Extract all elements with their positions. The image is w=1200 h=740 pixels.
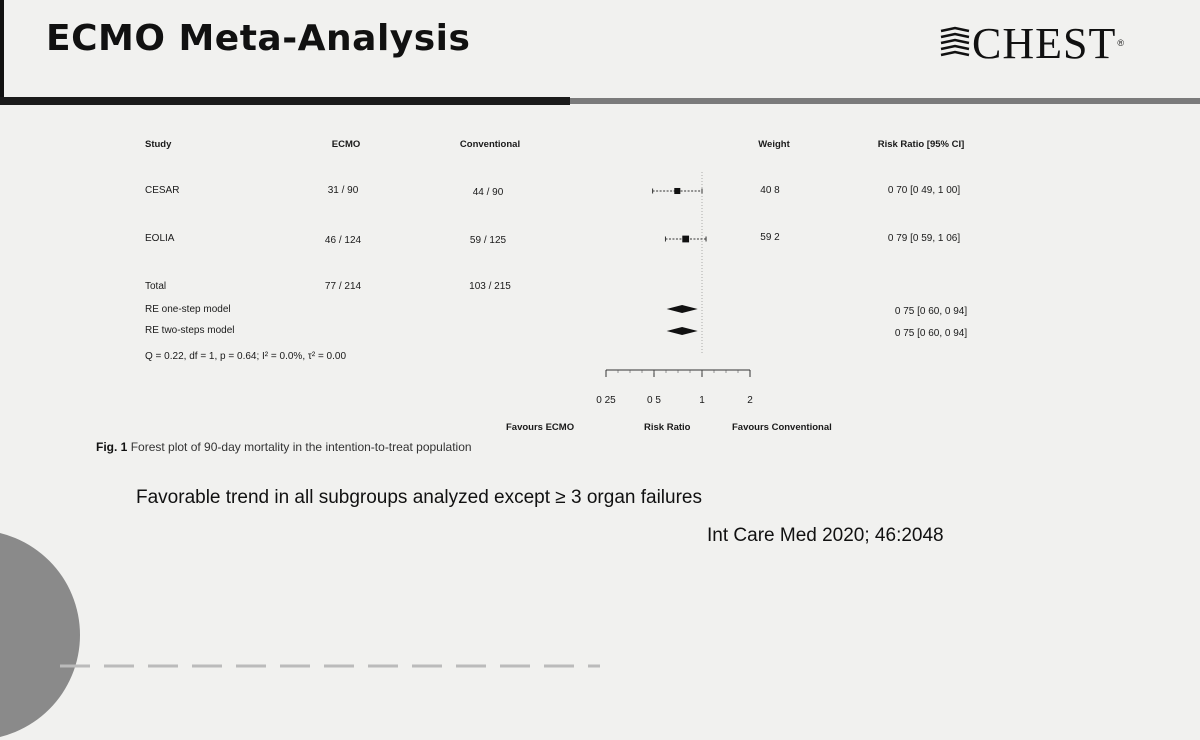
chest-logo: [938, 18, 1124, 68]
pooled-model-name: RE two-steps model: [145, 325, 235, 336]
heterogeneity-stats: Q = 0.22, df = 1, p = 0.64; I² = 0.0%, τ² = 0.00: [145, 351, 347, 362]
study-name: EOLIA: [145, 233, 175, 244]
ecmo-events: 46 / 124: [324, 235, 362, 246]
figure-caption: [96, 440, 472, 454]
forest-plot: [580, 170, 780, 385]
x-tick-label: 1: [699, 395, 705, 406]
x-tick-label: 0 5: [647, 395, 661, 406]
column-header-ecmo: ECMO: [331, 139, 361, 150]
x-tick-label: 2: [747, 395, 753, 406]
subgroup-note: Favorable trend in all subgroups analyzed except ≥ 3 organ failures: [136, 487, 702, 508]
study-point: [674, 188, 680, 194]
decorative-bottom-dashes: [60, 660, 620, 668]
citation: Int Care Med 2020; 46:2048: [707, 525, 944, 546]
x-axis-label: Risk Ratio: [644, 422, 691, 433]
study-risk-ratio: 0 79 [0 59, 1 06]: [887, 233, 961, 244]
column-header-weight: Weight: [758, 139, 790, 150]
pooled-risk-ratio: 0 75 [0 60, 0 94]: [894, 306, 968, 317]
x-tick-label: 0 25: [596, 395, 616, 406]
figure-caption-text: Forest plot of 90-day mortality in the intention-to-treat population: [130, 440, 472, 454]
logo-registered-mark: ®: [1117, 38, 1124, 48]
figure-number: Fig. 1: [96, 440, 128, 454]
study-weight: 40 8: [760, 185, 780, 196]
column-header-study: Study: [145, 139, 172, 150]
favours-ecmo-label: Favours ECMO: [506, 422, 575, 433]
slide-title: ECMO Meta-Analysis: [46, 18, 471, 59]
ecmo-events: 31 / 90: [327, 185, 359, 196]
column-header-risk-ratio: Risk Ratio [95% CI]: [877, 139, 965, 150]
study-weight: 59 2: [760, 232, 780, 243]
conventional-events: 59 / 125: [469, 235, 507, 246]
logo-text: CHEST: [972, 18, 1117, 68]
header-rule-grey: [570, 98, 1200, 104]
favours-conventional-label: Favours Conventional: [732, 422, 832, 433]
header-rule: [0, 97, 570, 105]
total-conventional: 103 / 215: [469, 281, 511, 292]
pooled-risk-ratio: 0 75 [0 60, 0 94]: [894, 328, 968, 339]
total-ecmo: 77 / 214: [324, 281, 362, 292]
pooled-diamond: [667, 305, 698, 313]
pooled-diamond: [667, 327, 698, 335]
pooled-model-name: RE one-step model: [145, 304, 231, 315]
total-label: Total: [145, 281, 167, 292]
chest-logo-icon: [938, 26, 972, 60]
column-header-conventional: Conventional: [459, 139, 521, 150]
study-risk-ratio: 0 70 [0 49, 1 00]: [887, 185, 961, 196]
conventional-events: 44 / 90: [472, 187, 504, 198]
slide-frame-edge: [0, 0, 4, 100]
decorative-corner-shape: [0, 530, 80, 740]
study-point: [682, 236, 689, 243]
study-name: CESAR: [145, 185, 180, 196]
